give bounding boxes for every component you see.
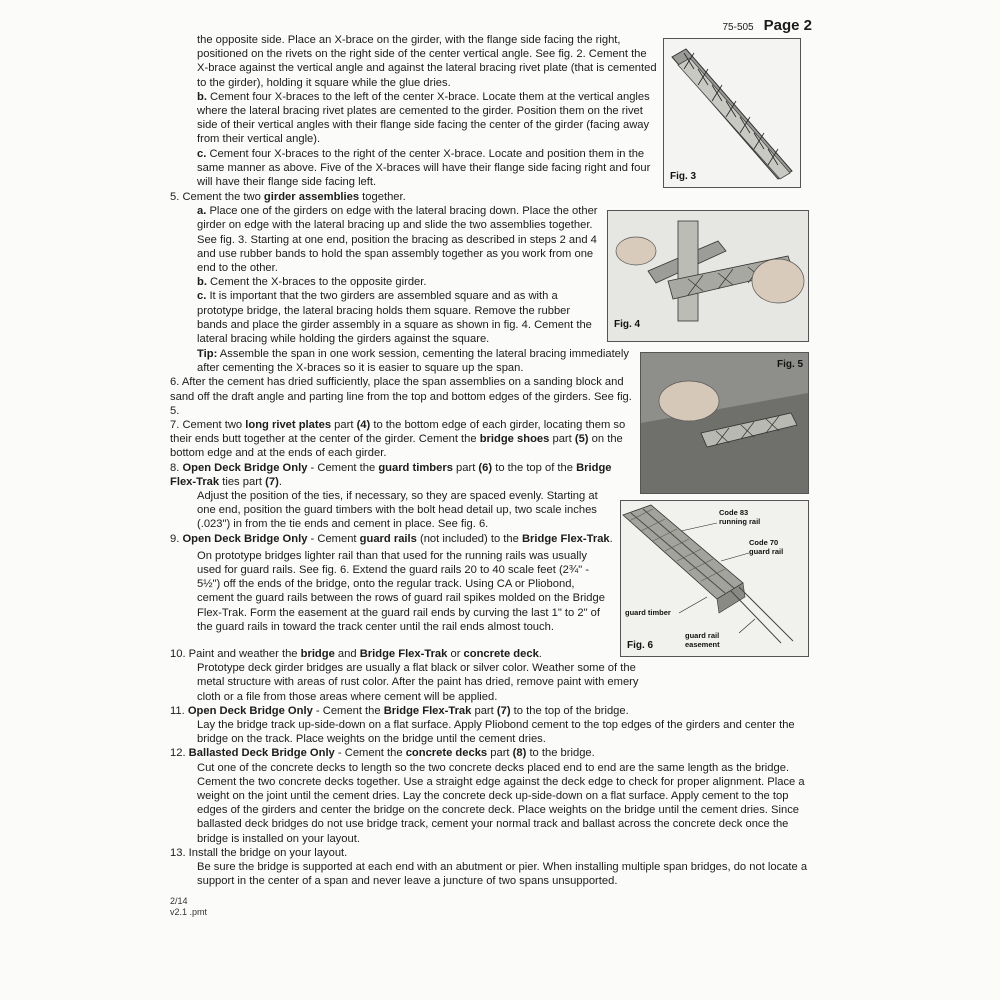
label-code70: Code 70 (749, 538, 779, 547)
step-bold: guard timbers (378, 461, 453, 474)
intro-paragraph: the opposite side. Place an X-brace on the girder, with the flange side facing the right, positioned on the rivets on the right side of the center vertical angle. See fig. 2. Cement the X-brace against the vertical angle and against the lateral bracing rivet plate (that is cemented to the girder), holding it square while the glue dries. (197, 34, 657, 89)
figure-3-caption: Fig. 3 (670, 171, 697, 182)
step-text: part (549, 433, 575, 446)
step-text: on the bottom edge and at the ends of each girder. (170, 433, 623, 460)
step-bold: Bridge Flex-Trak (170, 461, 612, 488)
step-bold: long rivet plates (245, 419, 332, 432)
sub-text: Cement four X-braces to the left of the center X-brace. Locate them at the vertical angles where the lateral bracing rivet plates are cemented to the girder. Position them on the rivet side of their vertical angles with their flange side facing the center of the girder (facing away from their vertical angle). (197, 90, 650, 146)
step-text: to the bottom edge of each girder, locating them so their ends butt together at the center of the girder. Cement the (170, 419, 626, 446)
figure-6-caption: Fig. 6 (627, 640, 654, 651)
step-bold: Bridge Flex-Trak (359, 648, 448, 660)
step-11 (170, 704, 815, 718)
label-easement-2: easement (685, 640, 720, 649)
step-number: 5. (170, 191, 180, 203)
step-bold: Open Deck Bridge Only (182, 532, 308, 545)
step-text: Paint and weather the (185, 648, 301, 660)
step-8-detail: Adjust the position of the ties, if necessary, so they are spaced evenly. Starting at one end, position the guard timbers with the bolt head detail up, two scale inches (.023") in from the tie ends and cement in place. See fig. 6. (197, 490, 598, 531)
figure-5 (640, 352, 809, 494)
step-number: 11. (170, 704, 185, 717)
intro-b (197, 90, 657, 147)
step-bold: (5) (574, 433, 589, 446)
step-text: or (447, 648, 464, 660)
step-text: part (471, 704, 497, 717)
step-13-detail: Be sure the bridge is supported at each end with an abutment or pier. When installing multiple span bridges, do not locate a support in the center of a span and never leave a juncture of two spans unsupported. (197, 861, 808, 888)
sub-label: b. (197, 276, 207, 289)
step-12-detail: Cut one of the concrete decks to length so the two concrete decks placed end to end are the same length as the bridge. Cement the two concrete decks together. Use a straight edge against the deck edge to check for proper alignment. Place a weight on the joint until the cement dries. Lay the concrete deck up-side-down on a flat surface. Apply cement to the top edges of the girders and center the bridge on the concrete deck. Place weights on the bridge until the cement dries. Since ballasted deck bridges do not use bridge track, cement your normal track and ballast across the concrete deck once the bridge is installed on your layout. (197, 761, 805, 845)
step-bold: (4) (356, 419, 371, 432)
sub-text: Cement four X-braces to the right of the center X-brace. Locate and position them in the same manner as above. Five of the X-braces will have their flange side facing right and four will have their flange side facing left. (197, 147, 651, 189)
intro-c (197, 147, 657, 190)
label-code83: Code 83 (719, 508, 749, 517)
label-guard-timber: guard timber (625, 608, 671, 617)
step-text: Cement two (179, 419, 246, 432)
step-bold: Ballasted Deck Bridge Only (188, 747, 335, 760)
step-text: together. (359, 191, 406, 203)
sub-label: a. (197, 205, 207, 218)
step-number: 8. (170, 461, 180, 474)
step-number: 10. (170, 648, 186, 660)
step-number: 7. (170, 419, 180, 432)
step-bold: Open Deck Bridge Only (187, 704, 313, 717)
step-12 (170, 746, 815, 760)
step-bold: Bridge Flex-Trak (383, 704, 472, 717)
sub-label: c. (197, 290, 207, 303)
step-number: 9. (170, 532, 180, 545)
label-guard-rail: guard rail (749, 547, 784, 556)
step-7 (170, 418, 632, 461)
step-text: Cement the two (179, 191, 264, 203)
page-number: Page 2 (763, 17, 812, 34)
label-running-rail: running rail (719, 517, 761, 526)
step-13 (170, 846, 815, 860)
step-text: . (538, 648, 542, 660)
step-5 (170, 190, 600, 346)
sanding-block-illustration (641, 353, 808, 493)
step-bold: (8) (512, 747, 527, 760)
step-text: . (609, 532, 613, 545)
step-number: 13. (170, 846, 186, 859)
step-text: to the top of the (492, 461, 577, 474)
step-text: to the top of the bridge. (510, 704, 629, 717)
step-bold: Open Deck Bridge Only (182, 461, 308, 474)
sub-text: Place one of the girders on edge with the lateral bracing down. Place the other girder on edge with the lateral bracing up and slide the two assemblies together. See fig. 3. Starting at one end, position the bracing as described in steps 2 and 4 and use rubber bands to hold the span assembly together as you work from one end to the other. (197, 205, 598, 275)
figure-4 (607, 210, 809, 342)
tip-text: Assemble the span in one work session, cementing the lateral bracing immediately after cementing the X-braces so it is easier to square up the span. (197, 348, 629, 375)
sub-label: c. (197, 147, 207, 160)
step-text: - Cement the (334, 747, 406, 760)
step-text: part (452, 461, 479, 474)
figure-3 (663, 38, 801, 188)
step-bold: bridge shoes (479, 433, 550, 446)
step-text: - Cement the (307, 461, 379, 474)
step-text: After the cement has dried sufficiently, place the span assemblies on a sanding block and sand off the draft angle and parting line from the top and bottom edges of the girders. See fig. 5. (170, 376, 632, 417)
step-text: - Cement (307, 532, 360, 545)
footer-version: v2.1 .pmt (170, 907, 208, 917)
step-9 (170, 532, 613, 546)
step-bold: Bridge Flex-Trak (521, 532, 610, 545)
step-9-detail: On prototype bridges lighter rail than that used for the running rails was usually used for guard rails. See fig. 6. Extend the guard rails 20 to 40 scale feet (2¾" - 5½") off the ends of the bridge, onto the regular track. Using CA or Pliobond, cement the guard rails between the rows of guard rail spikes molded on the Bridge Flex-Trak. Form the easement at the guard rail ends by curving the last 1" to 2" of the guard rails in toward the track center until the rail ends almost touch. (197, 549, 605, 633)
step-bold: (6) (478, 461, 493, 474)
step-bold: concrete decks (405, 747, 488, 760)
page-header (722, 17, 812, 34)
tip-step6-7 (170, 347, 632, 489)
step-text: and (334, 648, 360, 660)
step-text: part (487, 747, 513, 760)
step-bold: (7) (496, 704, 511, 717)
tip-label: Tip: (197, 348, 218, 360)
sub-label: b. (197, 90, 207, 103)
sub-text: It is important that the two girders are assembled square and as with a prototype bridge, the lateral bracing holds them square. Remove the rubber bands and place the girder assembly in a square as shown in fig. 4. Cement the lateral bracing while holding the girders against the square. (197, 290, 592, 346)
intro-block (197, 33, 657, 189)
sub-text: Cement the X-braces to the opposite girder. (206, 276, 427, 289)
step-11-detail: Lay the bridge track up-side-down on a flat surface. Apply Pliobond cement to the top edges of the girders and center the bridge on the track. Place weights on the bridge until the cement dries. (197, 719, 795, 746)
step-6 (170, 375, 632, 418)
step-text: to the bridge. (526, 747, 595, 760)
step-8 (170, 461, 632, 489)
figure-4-caption: Fig. 4 (614, 319, 641, 330)
page-footer (170, 896, 207, 918)
step-number: 12. (170, 747, 186, 760)
figure-6 (620, 500, 809, 657)
step-bold: bridge (300, 648, 335, 660)
step-text: ties part (219, 475, 266, 488)
step-bold: (7) (265, 475, 279, 488)
step-number: 6. (170, 376, 180, 389)
step-10-detail: Prototype deck girder bridges are usually a flat black or silver color. Weather some of the metal structure with areas of rust color. After the paint has dried, remove paint with emery cloth or a file from those areas where cement will be applied. (197, 662, 639, 703)
step8-9-block (170, 489, 613, 634)
footer-date: 2/14 (170, 896, 188, 906)
step-text: Install the bridge on your layout. (185, 846, 348, 859)
girder-assembly-illustration (664, 39, 800, 187)
figure-5-caption: Fig. 5 (777, 359, 804, 370)
step-text: (not included) to the (416, 532, 522, 545)
step-bold: concrete deck (463, 648, 539, 660)
step-text: - Cement the (312, 704, 384, 717)
steps-10-13 (170, 647, 815, 888)
step-bold: guard rails (359, 532, 417, 545)
label-easement-1: guard rail (685, 631, 720, 640)
step-text: part (331, 419, 357, 432)
part-code: 75-505 (722, 22, 754, 33)
step-bold: girder assemblies (263, 191, 360, 203)
step-text: . (278, 475, 282, 488)
